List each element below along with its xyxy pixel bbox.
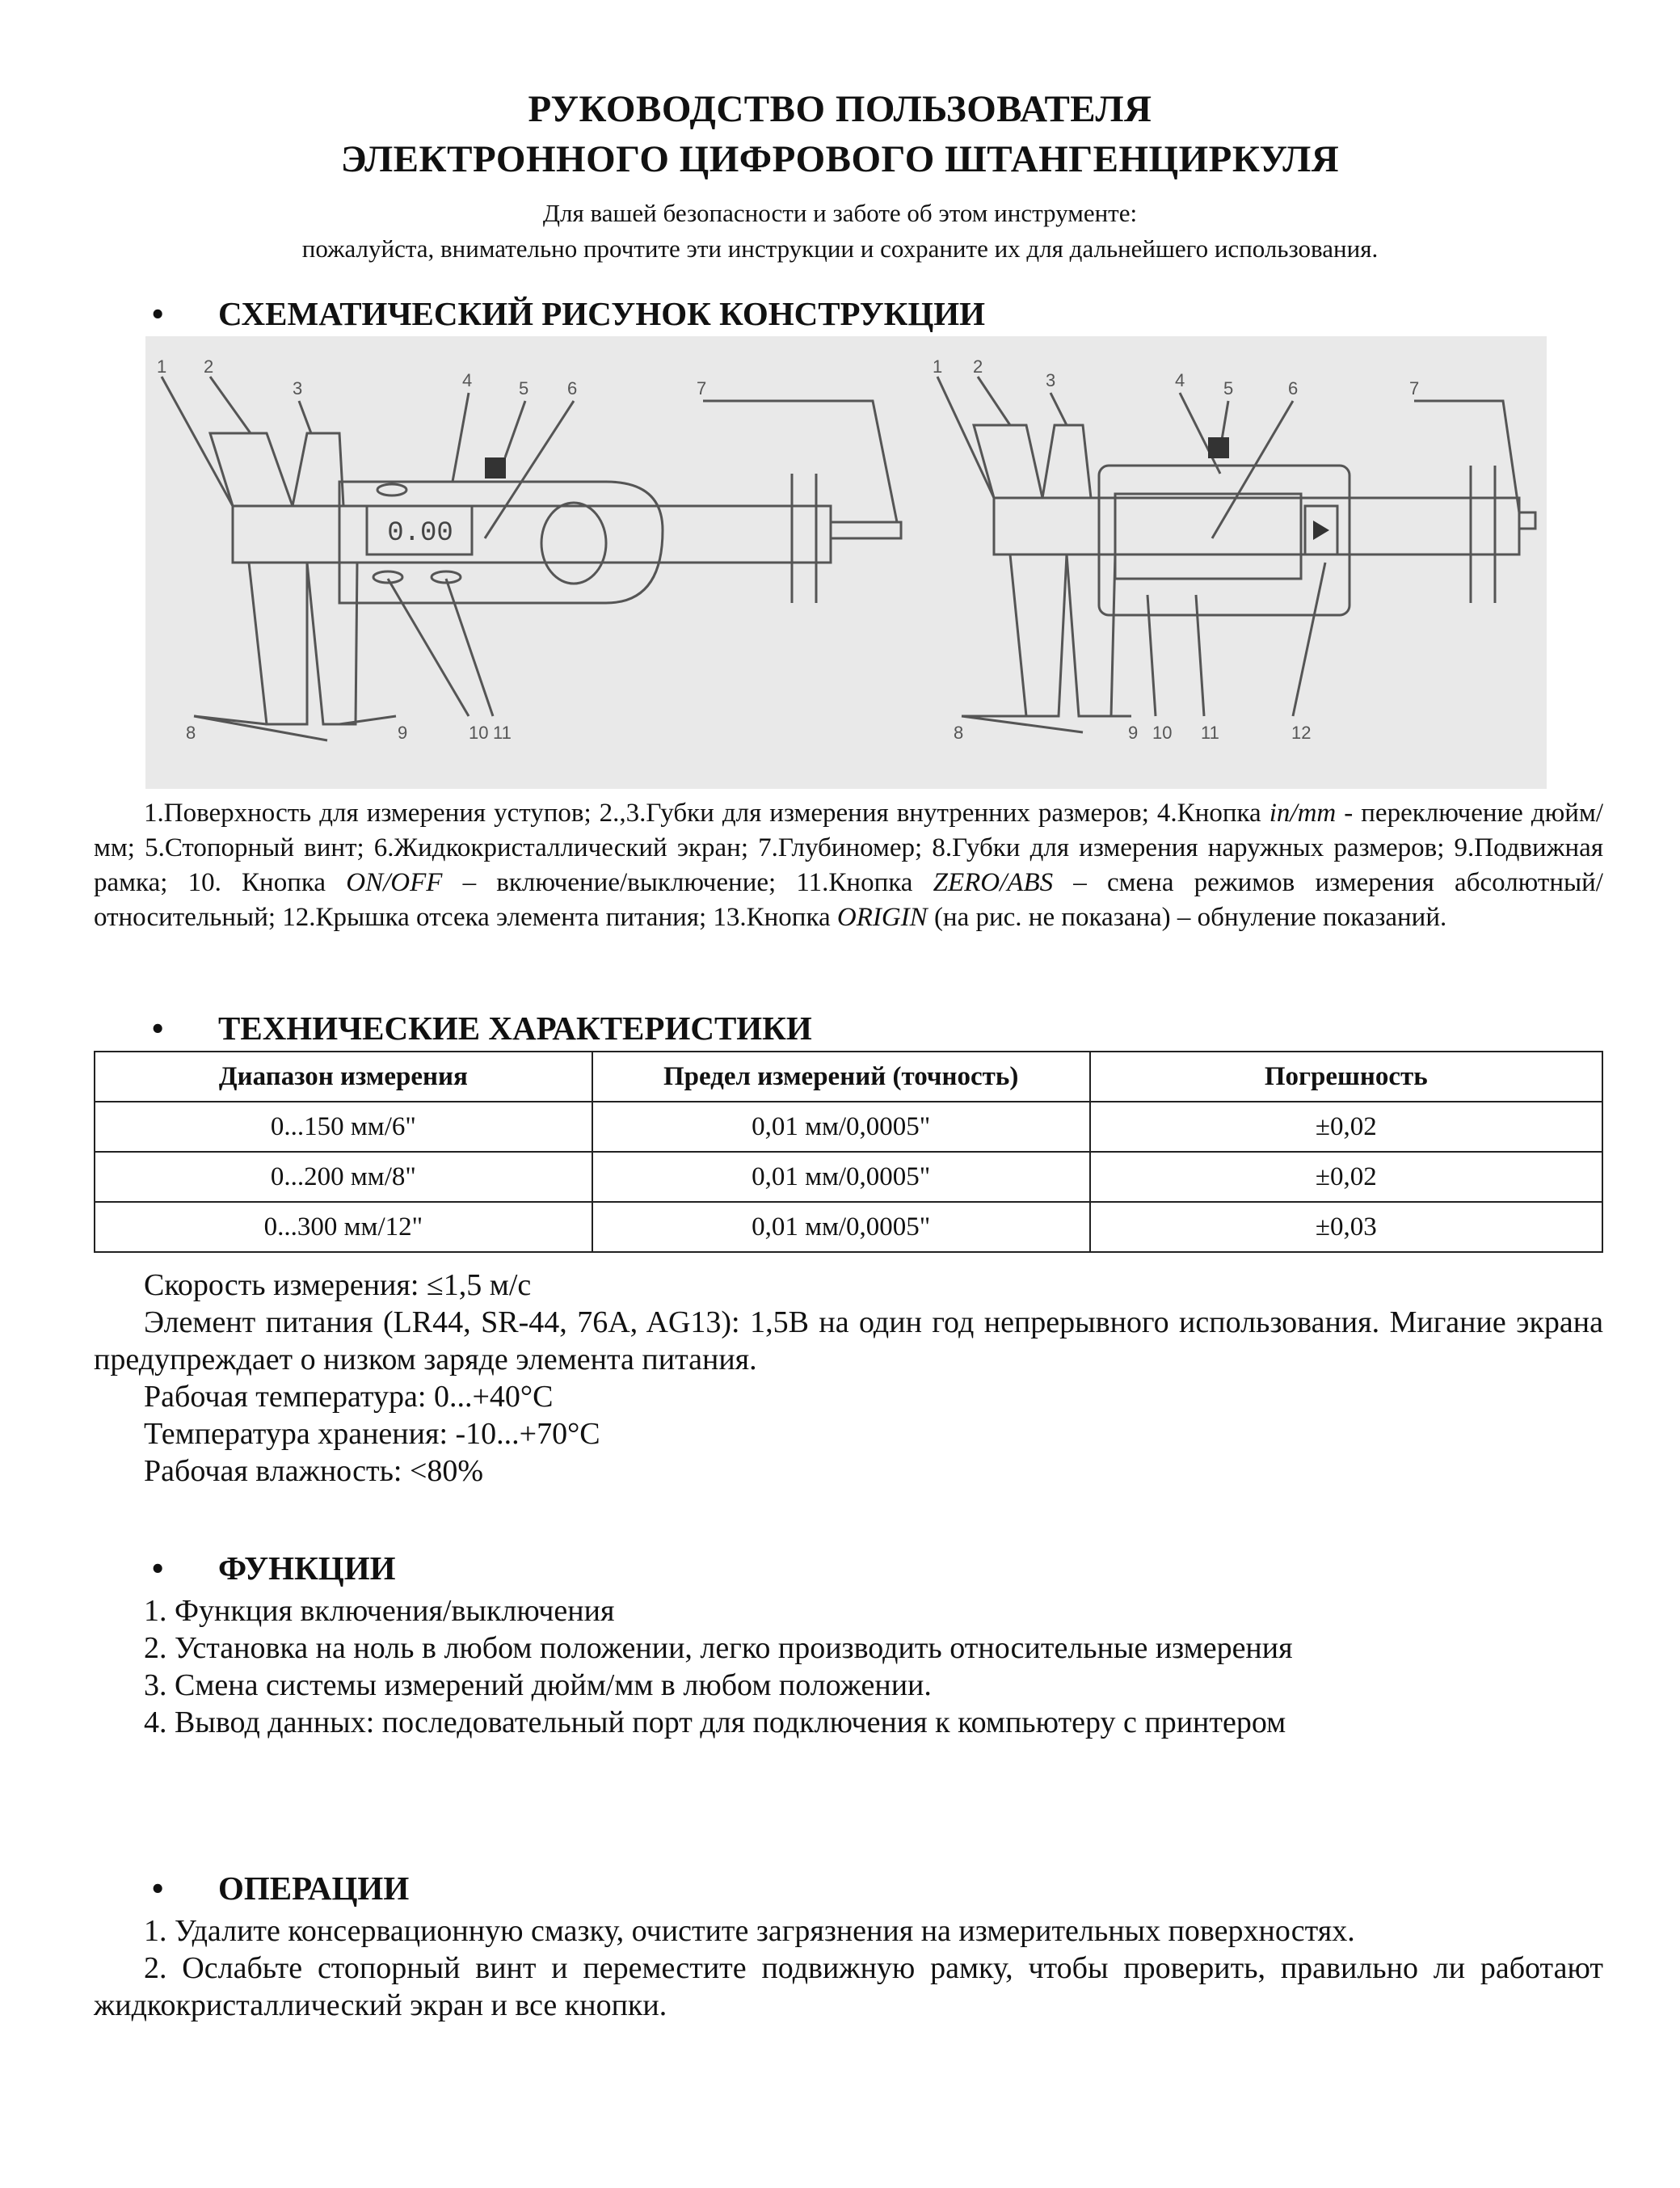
spec-cell-accuracy: ±0,02: [1090, 1152, 1602, 1202]
left-callout-1: 1: [157, 356, 167, 377]
left-depth-rod: [831, 522, 901, 538]
title-line-2: ЭЛЕКТРОННОГО ЦИФРОВОГО ШТАНГЕНЦИРКУЛЯ: [340, 138, 1340, 180]
left-callout-10: 10: [469, 723, 489, 743]
section-title: СХЕМАТИЧЕСКИЙ РИСУНОК КОНСТРУКЦИИ: [218, 295, 986, 332]
spec-text-block: [94, 1267, 1603, 1490]
table-row: [95, 1202, 1602, 1252]
functions-list: [94, 1592, 1603, 1741]
section-title: ТЕХНИЧЕСКИЕ ХАРАКТЕРИСТИКИ: [218, 1010, 812, 1047]
right-battery-arrow-icon: [1313, 521, 1329, 540]
list-item: 4. Вывод данных: последовательный порт для подключения к компьютеру с принтером: [144, 1705, 1286, 1739]
table-row: [95, 1152, 1602, 1202]
spec-work-temp: Рабочая температура: 0...+40°C: [144, 1380, 554, 1414]
spec-cell-accuracy: ±0,03: [1090, 1202, 1602, 1252]
left-callout-9: 9: [398, 723, 408, 743]
legend-part-5: (на рис. не показана) – обнуление показаний.: [927, 903, 1447, 932]
left-callout-7: 7: [697, 378, 707, 398]
left-inmm-button: [377, 484, 406, 495]
figure-legend: [94, 796, 1603, 935]
spec-header-resolution: Предел измерений (точность): [592, 1052, 1090, 1102]
right-inner-jaw-moving: [1042, 425, 1091, 498]
spec-cell-accuracy: ±0,02: [1090, 1102, 1602, 1152]
left-inner-jaw-moving: [293, 433, 343, 506]
section-title: ФУНКЦИИ: [218, 1549, 396, 1587]
right-callout-9: 9: [1128, 723, 1139, 743]
subtitle-line-2: пожалуйста, внимательно прочтите эти инструкции и сохраните их для дальнейшего использования.: [301, 234, 1379, 263]
right-callout-10: 10: [1152, 723, 1173, 743]
list-item: 1. Удалите консервационную смазку, очистите загрязнения на измерительных поверхностях.: [144, 1914, 1355, 1948]
list-item: 1. Функция включения/выключения: [144, 1594, 615, 1628]
bullet: •: [152, 1870, 164, 1907]
right-callout-12: 12: [1291, 723, 1312, 743]
title-line-1: РУКОВОДСТВО ПОЛЬЗОВАТЕЛЯ: [528, 88, 1152, 130]
left-outer-jaw-moving: [307, 563, 357, 724]
spec-header-accuracy: Погрешность: [1090, 1052, 1602, 1102]
right-outer-jaw-fixed: [1010, 554, 1067, 716]
left-callout-4: 4: [462, 370, 473, 390]
section-heading-schematic: [152, 294, 985, 333]
section-heading-operations: [152, 1869, 409, 1908]
left-leader-lines: [162, 377, 897, 740]
spec-table-header-row: [95, 1052, 1602, 1102]
left-beam-break: [792, 474, 816, 603]
left-callout-11: 11: [493, 723, 512, 743]
right-callout-4: 4: [1175, 370, 1185, 390]
list-item: 2. Установка на ноль в любом положении, легко производить относительные измерения: [144, 1631, 1293, 1665]
right-outer-jaw-moving: [1067, 554, 1115, 716]
left-callout-2: 2: [204, 356, 214, 377]
section-heading-functions: [152, 1549, 395, 1587]
legend-part-2: - переключение дюйм/мм; 5.Стопорный винт; 6.Жидкокристаллический экран; 7.Глубиномер; 8.Губки для измерения наружных размеров; 9.Подвижная рамка; 10. Кнопка: [94, 799, 1604, 897]
right-callout-1: 1: [933, 356, 943, 377]
legend-part-3: – включение/выключение; 11.Кнопка: [442, 868, 933, 897]
right-callout-8: 8: [954, 723, 964, 743]
caliper-schematic-figure: [145, 336, 1547, 789]
right-callout-6: 6: [1288, 378, 1299, 398]
spec-battery: Элемент питания (LR44, SR-44, 76A, AG13): 1,5В на один год непрерывного использования. Мигание экрана предупреждает о низком заряде элемента питания.: [94, 1305, 1603, 1376]
legend-zeroabs: ZERO/ABS: [933, 868, 1054, 897]
spec-speed: Скорость измерения: ≤1,5 м/с: [144, 1268, 532, 1302]
spec-table: [94, 1051, 1603, 1253]
operations-list: [94, 1912, 1603, 2024]
bullet: •: [152, 1010, 164, 1047]
spec-humidity: Рабочая влажность: <80%: [144, 1454, 484, 1488]
subtitle-line-1: Для вашей безопасности и заботе об этом инструменте:: [542, 199, 1138, 227]
bullet: •: [152, 295, 164, 332]
left-dial-window: [541, 503, 606, 584]
right-inner-jaw-fixed: [974, 425, 1042, 498]
left-outer-jaw-fixed: [249, 563, 307, 724]
left-callout-6: 6: [567, 378, 578, 398]
table-row: [95, 1102, 1602, 1152]
right-callout-3: 3: [1046, 370, 1056, 390]
right-callout-2: 2: [973, 356, 983, 377]
spec-cell-range: 0...150 мм/6": [95, 1102, 592, 1152]
list-item: 3. Смена системы измерений дюйм/мм в любом положении.: [144, 1668, 932, 1702]
spec-cell-resolution: 0,01 мм/0,0005": [592, 1152, 1090, 1202]
right-frame-body: [1099, 466, 1349, 615]
spec-store-temp: Температура хранения: -10...+70°C: [144, 1417, 600, 1451]
left-beam: [233, 506, 831, 563]
right-lcd-window: [1115, 494, 1301, 579]
left-callout-5: 5: [519, 378, 529, 398]
section-title: ОПЕРАЦИИ: [218, 1870, 410, 1907]
right-lock-screw-icon: [1208, 437, 1229, 458]
legend-part-1: 1.Поверхность для измерения уступов; 2.,3.Губки для измерения внутренних размеров; 4.Кнопка: [144, 799, 1261, 828]
right-beam: [994, 498, 1519, 554]
legend-inmm: in/mm: [1269, 799, 1337, 828]
spec-cell-range: 0...200 мм/8": [95, 1152, 592, 1202]
left-lock-screw-icon: [485, 457, 506, 478]
legend-origin: ORIGIN: [836, 903, 928, 932]
spec-cell-resolution: 0,01 мм/0,0005": [592, 1102, 1090, 1152]
spec-cell-resolution: 0,01 мм/0,0005": [592, 1202, 1090, 1252]
spec-header-range: Диапазон измерения: [95, 1052, 592, 1102]
section-heading-specs: [152, 1009, 812, 1048]
legend-onoff: ON/OFF: [346, 868, 443, 897]
left-callout-8: 8: [186, 723, 196, 743]
caliper-schematic-drawing: [145, 336, 1547, 789]
legend-part-4: – смена режимов измерения абсолютный/относительный; 12.Крышка отсека элемента питания; 13.Кнопка: [94, 868, 1603, 932]
right-depth-rod: [1519, 512, 1535, 529]
left-callout-3: 3: [293, 378, 303, 398]
right-beam-break: [1471, 466, 1495, 603]
left-inner-jaw-fixed: [210, 433, 293, 506]
list-item: 2. Ослабьте стопорный винт и переместите подвижную рамку, чтобы проверить, правильно ли работают жидкокристаллический экран и все кнопки.: [94, 1951, 1603, 2022]
bullet: •: [152, 1549, 164, 1587]
right-callout-5: 5: [1223, 378, 1234, 398]
spec-cell-range: 0...300 мм/12": [95, 1202, 592, 1252]
right-callout-7: 7: [1409, 378, 1420, 398]
right-callout-11: 11: [1201, 723, 1219, 743]
lcd-reading: 0.00: [387, 518, 453, 549]
